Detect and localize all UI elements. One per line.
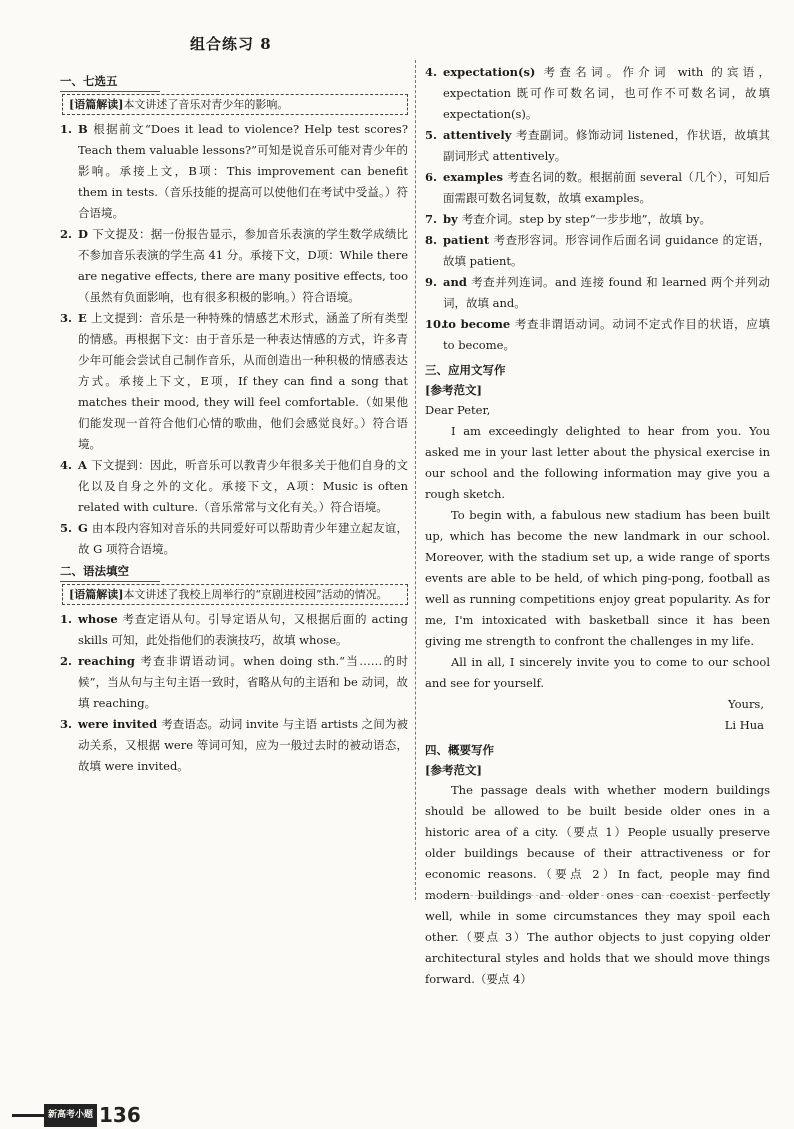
section2-title: 二、语法填空 (60, 562, 160, 582)
reading-note-box-1 (62, 94, 408, 115)
item-answer-key: by (443, 212, 458, 226)
letter-salutation: Dear Peter, (425, 403, 491, 417)
item-number: 9. (425, 275, 438, 289)
item-number: 2. (60, 227, 73, 241)
item-explanation: 考查非谓语动词。when doing sth.“当……的时候”，当从句与主句主语一致时，省略从句的主语和 be 动词，故填 reaching。 (78, 654, 408, 710)
footer-series-tag: 新高考小题 (44, 1104, 97, 1127)
item-explanation: 下文提及：据一份报告显示，参加音乐表演的学生数学成绩比不参加音乐表演的学生高 41 分。承接下文，D项：While there are negative effects, there are many positive effects, too（虽然有负面影响，也有很多积极的影响。）符合语境。 (78, 227, 408, 304)
item-answer-key: reaching (78, 654, 135, 668)
item-answer-key: examples (443, 170, 503, 184)
model-letter (425, 400, 770, 736)
item-answer-key: B (78, 122, 88, 136)
item-explanation: 由本段内容知对音乐的共同爱好可以帮助青少年建立起友谊，故 G 项符合语境。 (78, 521, 408, 556)
letter-paragraph-1: I am exceedingly delighted to hear from you. You asked me in your last letter about the physical exercise in our school and the following information may give you a rough sketch. (425, 424, 770, 501)
item-explanation: 上文提到：音乐是一种特殊的情感艺术形式，涵盖了所有类型的情感。再根据下文：由于音乐是一种表达情感的方式，许多青少年可能会尝试自己制作音乐，从而创造出一种积极的情感表达方式。承接上下文，E项，If they can find a song that matches their mood, they will feel comfortable.（如果他们能发现一首符合他们心情的歌曲，他们会感觉良好。）符合语境。 (78, 311, 408, 451)
item-answer-key: patient (443, 233, 490, 247)
item-number: 5. (60, 521, 73, 535)
letter-paragraph-3: All in all, I sincerely invite you to come to our school and see for yourself. (425, 655, 770, 690)
item-explanation: 考查形容词。形容词作后面名词 guidance 的定语，故填 patient。 (443, 233, 770, 268)
reading-note-text: 本文讲述了音乐对青少年的影响。 (123, 98, 289, 111)
bottom-rule (425, 895, 770, 896)
answer-item (425, 167, 770, 209)
item-answer-key: D (78, 227, 88, 241)
letter-signature: Li Hua (724, 718, 764, 732)
item-number: 8. (425, 233, 438, 247)
item-answer-key: G (78, 521, 88, 535)
reading-note-label: [语篇解读] (69, 98, 124, 111)
answer-list-1 (60, 119, 408, 560)
answer-item (425, 230, 770, 272)
item-body (78, 455, 408, 518)
item-explanation: 根据前文“Does it lead to violence? Help test scores? Teach them valuable lessons?”可知是说音乐可能对青少年的影响。承接上文，B项：This improvement can benefit them in tests.（音乐技能的提高可以使他们在考试中受益。）符合语境。 (78, 122, 408, 220)
reading-note-text: 本文讲述了我校上周举行的“京剧进校园”活动的情况。 (123, 588, 388, 601)
answer-item (60, 714, 408, 777)
item-answer-key: expectation(s) (443, 65, 536, 79)
left-column (60, 70, 408, 777)
item-explanation: 考查名词的数。根据前面 several（几个），可知后面需跟可数名词复数，故填 examples。 (443, 170, 770, 205)
answer-item (60, 119, 408, 224)
answer-item (425, 209, 770, 230)
item-body (78, 518, 408, 560)
item-answer-key: were invited (78, 717, 158, 731)
right-column (425, 62, 770, 990)
item-number: 2. (60, 654, 73, 668)
item-number: 10. (425, 317, 446, 331)
page-footer (12, 1104, 141, 1127)
item-number: 7. (425, 212, 438, 226)
item-explanation: 考查名词。作介词 with 的宾语，expectation 既可作可数名词，也可作不可数名词，故填 expectation(s)。 (443, 65, 770, 121)
item-body (78, 651, 408, 714)
item-body (443, 209, 770, 230)
answer-item (60, 308, 408, 455)
item-body (443, 125, 770, 167)
item-number: 1. (60, 612, 73, 626)
column-divider (415, 60, 416, 900)
item-body (78, 119, 408, 224)
reference-label: [参考范文] (425, 383, 482, 397)
model-summary (425, 780, 770, 990)
item-number: 5. (425, 128, 438, 142)
answer-item (425, 314, 770, 356)
item-answer-key: and (443, 275, 467, 289)
item-answer-key: A (78, 458, 87, 472)
answer-item (60, 609, 408, 651)
item-number: 4. (425, 65, 438, 79)
item-number: 3. (60, 311, 73, 325)
item-explanation: 考查并列连词。and 连接 found 和 learned 两个并列动词，故填 and。 (443, 275, 770, 310)
item-body (443, 314, 770, 356)
summary-text: The passage deals with whether modern buildings should be allowed to be built beside older ones in a historic area of a city.（要点 1）People usually preserve older buildings because of their attractiveness or for economic reasons.（要点 2）In fact, people may find modern buildings and older ones can coexist perfectly well, while in some circumstances they may spoil each other.（要点 3）The author objects to just copying older architectural styles and holds that we should move things forward.（要点 4） (425, 783, 770, 986)
page-number: 136 (99, 1103, 141, 1127)
item-body (443, 62, 770, 125)
item-body (78, 609, 408, 651)
answer-item (425, 62, 770, 125)
section3-title: 三、应用文写作 (425, 363, 506, 377)
item-explanation: 考查语态。动词 invite 与主语 artists 之间为被动关系，又根据 were 等词可知，应为一般过去时的被动语态，故填 were invited。 (78, 717, 409, 773)
answer-item (60, 224, 408, 308)
item-number: 1. (60, 122, 73, 136)
item-explanation: 考查介词。step by step“一步步地”，故填 by。 (461, 212, 712, 226)
item-answer-key: attentively (443, 128, 512, 142)
reading-note-box-2 (62, 584, 408, 605)
answer-item (60, 455, 408, 518)
letter-closing: Yours, (728, 697, 764, 711)
item-body (78, 224, 408, 308)
item-answer-key: E (78, 311, 87, 325)
item-answer-key: to become (443, 317, 511, 331)
page-title: 组合练习 8 (190, 35, 272, 53)
reading-note-label: [语篇解读] (69, 588, 124, 601)
answer-item (60, 518, 408, 560)
item-answer-key: whose (78, 612, 118, 626)
answer-item (60, 651, 408, 714)
item-number: 3. (60, 717, 73, 731)
item-body (443, 272, 770, 314)
section1-title: 一、七选五 (60, 72, 160, 92)
item-number: 6. (425, 170, 438, 184)
item-body (443, 167, 770, 209)
letter-paragraph-2: To begin with, a fabulous new stadium has been built up, which has become the new landmark in our school. Moreover, with the stadium set up, a wide range of sports events are able to be held, of which ping-pong, football as well as running competitions enjoy great popularity. As for me, I'm intoxicated with basketball since it has been giving me strength to confront the challenges in my life. (425, 508, 770, 648)
answer-item (425, 125, 770, 167)
footer-bar (12, 1114, 44, 1117)
item-explanation: 下文提到：因此，听音乐可以教青少年很多关于他们自身的文化以及自身之外的文化。承接下文，A项：Music is often related with culture.（音乐常常与文化有关。）符合语境。 (78, 458, 408, 514)
answer-item (425, 272, 770, 314)
item-body (78, 308, 408, 455)
item-body (78, 714, 408, 777)
item-number: 4. (60, 458, 73, 472)
answer-list-2 (60, 609, 408, 777)
item-explanation: 考查副词。修饰动词 listened，作状语，故填其副词形式 attentively。 (443, 128, 770, 163)
section4-title: 四、概要写作 (425, 743, 494, 757)
item-explanation: 考查定语从句。引导定语从句，又根据后面的 acting skills 可知，此处指他们的表演技巧，故填 whose。 (78, 612, 408, 647)
item-body (443, 230, 770, 272)
reference-label-2: [参考范文] (425, 763, 482, 777)
answer-list-2-continued (425, 62, 770, 356)
item-explanation: 考查非谓语动词。动词不定式作目的状语，应填 to become。 (443, 317, 770, 352)
